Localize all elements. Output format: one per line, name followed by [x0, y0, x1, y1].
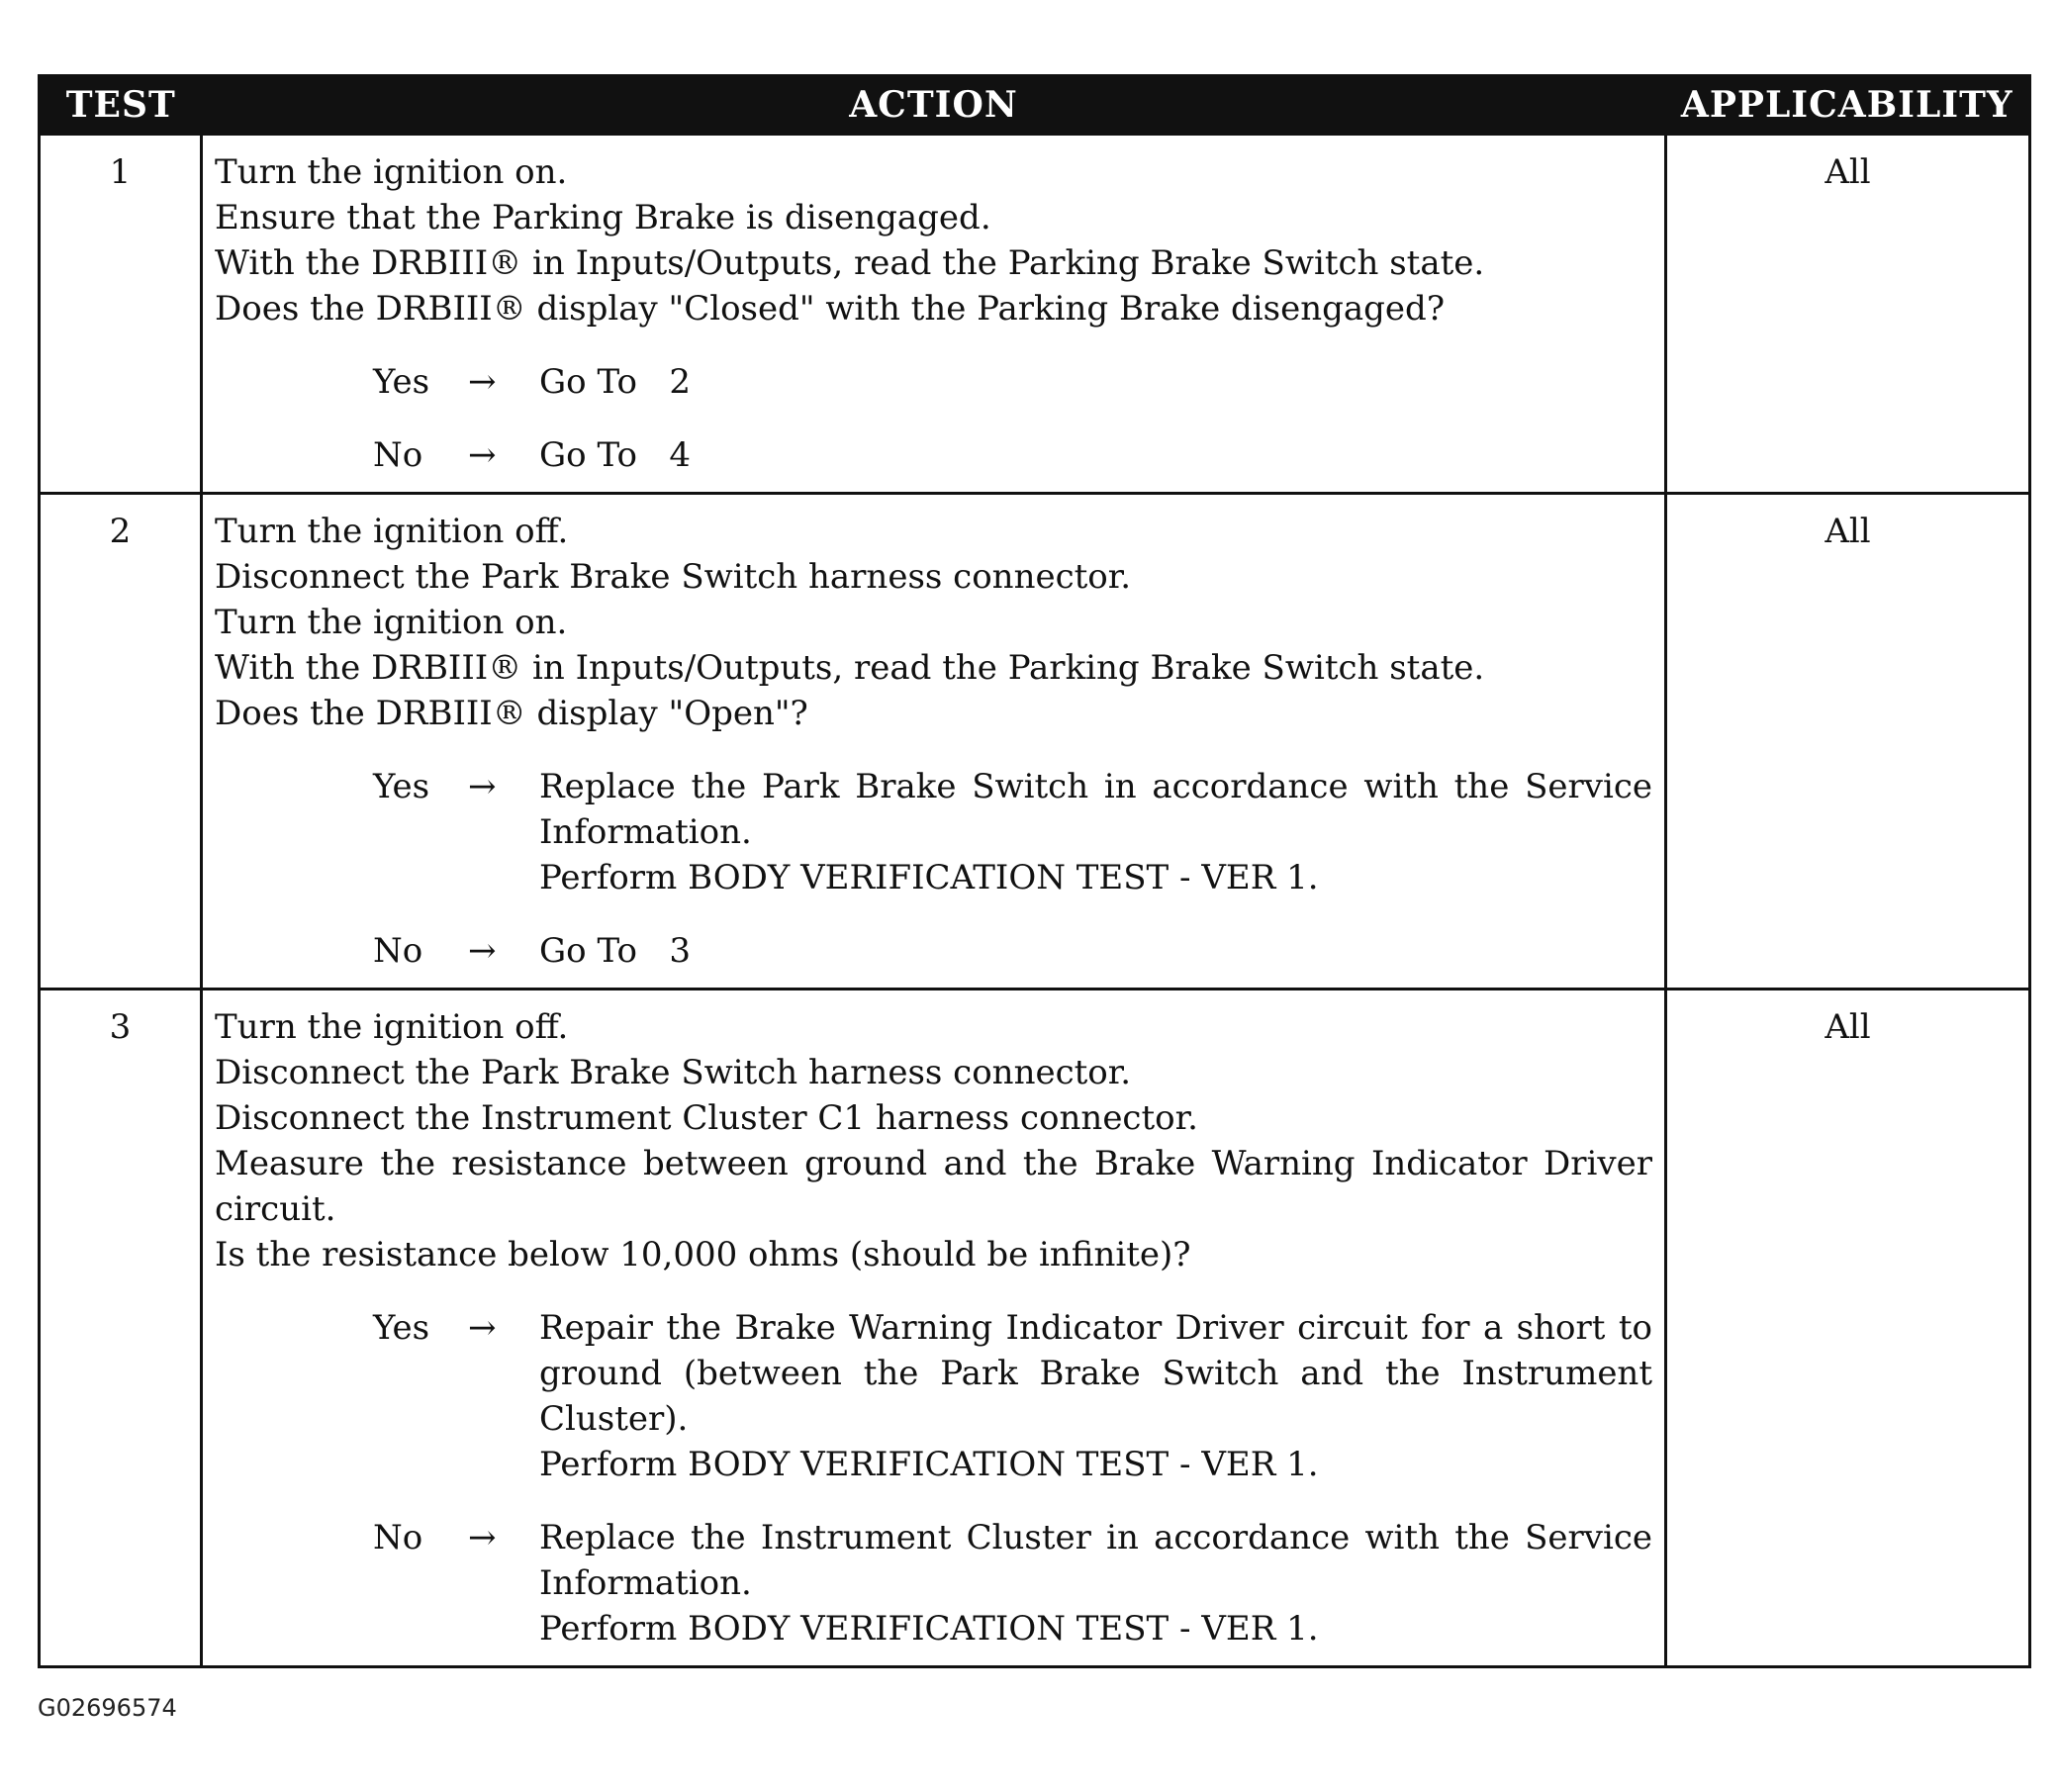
outcome-label: Yes [373, 1308, 430, 1348]
outcome-label: No [373, 931, 423, 971]
action-step: Measure the resistance between ground and the Brake Warning Indicator Driver circuit. [215, 1144, 1652, 1229]
test-number: 2 [40, 494, 202, 990]
outcome-line: Replace the Instrument Cluster in accordance with the Service Information. [539, 1518, 1652, 1603]
outcome-label: Yes [373, 767, 430, 806]
action-step: Turn the ignition off. [215, 512, 569, 551]
outcome-text [539, 1515, 1652, 1651]
action-step: Does the DRBIII® display "Open"? [215, 694, 808, 733]
action-step: Does the DRBIII® display "Closed" with the Parking Brake disengaged? [215, 289, 1446, 329]
outcome-text [539, 432, 1652, 478]
outcome-line: Go To 4 [539, 435, 691, 475]
outcome-text [539, 764, 1652, 900]
applicability-cell: All [1666, 135, 2030, 494]
outcome-text [539, 928, 1652, 974]
table-row [40, 990, 2030, 1667]
action-cell [202, 990, 1666, 1667]
outcome-list [215, 1305, 1652, 1651]
action-step: Disconnect the Park Brake Switch harness connector. [215, 557, 1132, 597]
action-step: Ensure that the Parking Brake is disengaged. [215, 198, 991, 237]
action-cell [202, 135, 1666, 494]
test-number: 1 [40, 135, 202, 494]
table-header-row [40, 76, 2030, 135]
outcome-text [539, 1305, 1652, 1487]
outcome-list [215, 359, 1652, 478]
outcome-line: Go To 3 [539, 931, 691, 971]
diagnostic-table [38, 74, 2031, 1668]
outcome-line: Perform BODY VERIFICATION TEST - VER 1. [539, 1609, 1319, 1649]
arrow-right-icon: → [468, 435, 497, 475]
outcome-line: Perform BODY VERIFICATION TEST - VER 1. [539, 858, 1319, 897]
arrow-right-icon: → [468, 362, 497, 402]
action-step: Turn the ignition off. [215, 1007, 569, 1047]
test-number: 3 [40, 990, 202, 1667]
action-step: Is the resistance below 10,000 ohms (should be infinite)? [215, 1235, 1191, 1274]
arrow-right-icon: → [468, 767, 497, 806]
outcome-label: No [373, 435, 423, 475]
arrow-right-icon: → [468, 931, 497, 971]
outcome-list [215, 764, 1652, 974]
arrow-right-icon: → [468, 1518, 497, 1557]
action-step: Disconnect the Instrument Cluster C1 harness connector. [215, 1098, 1198, 1138]
figure-id: G02696574 [38, 1694, 177, 1722]
outcome-label: Yes [373, 362, 430, 402]
action-step: Turn the ignition on. [215, 603, 568, 642]
outcome-line: Repair the Brake Warning Indicator Driver circuit for a short to ground (between the Park Brake Switch and the Instrument Cluster). [539, 1308, 1652, 1439]
outcome-line: Go To 2 [539, 362, 691, 402]
diagnostic-procedure [38, 74, 2028, 1668]
applicability-cell: All [1666, 990, 2030, 1667]
outcome-yes [215, 1305, 1652, 1487]
action-cell [202, 494, 1666, 990]
action-step: Turn the ignition on. [215, 152, 568, 192]
outcome-line: Perform BODY VERIFICATION TEST - VER 1. [539, 1445, 1319, 1484]
outcome-no [215, 928, 1652, 974]
outcome-yes [215, 764, 1652, 900]
outcome-text [539, 359, 1652, 405]
action-step: Disconnect the Park Brake Switch harness connector. [215, 1053, 1132, 1092]
header-action: ACTION [202, 76, 1666, 135]
outcome-no [215, 432, 1652, 478]
action-step: With the DRBIII® in Inputs/Outputs, read the Parking Brake Switch state. [215, 243, 1485, 283]
arrow-right-icon: → [468, 1308, 497, 1348]
header-applicability: APPLICABILITY [1666, 76, 2030, 135]
action-step: With the DRBIII® in Inputs/Outputs, read the Parking Brake Switch state. [215, 648, 1485, 688]
header-test: TEST [40, 76, 202, 135]
outcome-yes [215, 359, 1652, 405]
outcome-line: Replace the Park Brake Switch in accordance with the Service Information. [539, 767, 1652, 852]
table-row [40, 494, 2030, 990]
table-row [40, 135, 2030, 494]
outcome-no [215, 1515, 1652, 1651]
applicability-cell: All [1666, 494, 2030, 990]
outcome-label: No [373, 1518, 423, 1557]
